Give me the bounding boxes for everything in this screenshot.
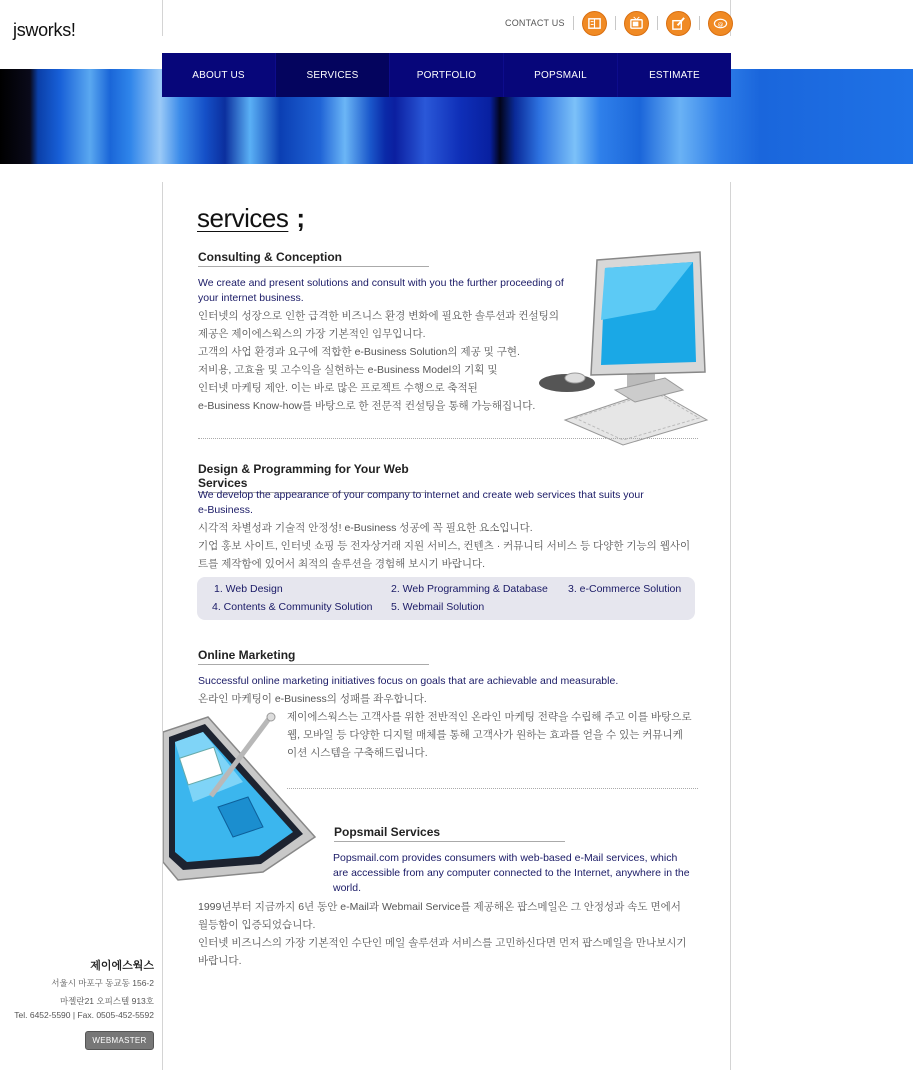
svg-text:@: @ <box>717 21 723 28</box>
page-title: services ; <box>197 203 305 233</box>
computer-illustration <box>535 250 713 448</box>
webmaster-button[interactable]: WEBMASTER <box>85 1031 154 1050</box>
consulting-en-text: We create and present solutions and consult with you the further proceeding of your internet business. <box>198 277 564 304</box>
company-name: 제이에스웍스 <box>90 960 154 972</box>
marketing-kr-text: 제이에스웍스는 고객사를 위한 전반적인 온라인 마케팅 전략을 수립해 주고 이를 바탕으로 웹, 모바일 등 다양한 디지털 매체를 통해 고객사가 원하는 효과를 얻을 수 있는 커뮤니케 이션 시스템을 구축해드립니다. <box>287 711 692 759</box>
nav-estimate[interactable]: ESTIMATE <box>649 69 700 81</box>
section-divider <box>198 438 698 439</box>
site-logo[interactable]: jsworks! <box>13 20 76 40</box>
service-item[interactable]: 1. Web Design <box>214 583 283 595</box>
marketing-kr-lead: 온라인 마케팅이 e-Business의 성패를 좌우합니다. <box>198 693 427 705</box>
divider <box>657 16 658 30</box>
content-border-right <box>730 182 731 1070</box>
content-border-left <box>162 182 163 1070</box>
top-utility-bar <box>505 9 733 37</box>
service-item[interactable]: 4. Contents & Community Solution <box>212 601 373 613</box>
design-en-text: We develop the appearance of your company to internet and create web services that suits your e-Business. <box>198 489 644 516</box>
design-kr-text: 시각적 차별성과 기술적 안정성! e-Business 성공에 꼭 필요한 요소입니다. 기업 홍보 사이트, 인터넷 쇼핑 등 전자상거래 지원 서비스, 컨텐츠 · 커뮤니티 서비스 등 다양한 기능의 웹사이 트를 제작함에 있어서 최적의 솔루션을 경험해 보시기 바랍니다. <box>198 522 691 570</box>
contact-phone-fax: Tel. 6452-5590 | Fax. 0505-452-5592 <box>14 1010 154 1020</box>
email-badge-icon[interactable] <box>708 11 733 36</box>
main-navigation <box>162 53 731 97</box>
nav-popsmail[interactable]: POPSMAIL <box>504 53 618 97</box>
nav-portfolio[interactable]: PORTFOLIO <box>390 53 504 97</box>
consulting-kr-text: 인터넷의 성장으로 인한 급격한 비즈니스 환경 변화에 필요한 솔루션과 컨설팅의 제공은 제이에스웍스의 가장 기본적인 임무입니다. 고객의 사업 환경과 요구에 적합한 e-Business Solution의 제공 및 구현. 저비용, 고효율 및 고수익을 실현하는 e-Business Model의 기획 및 인터넷 마케팅 제안. 이는 바로 많은 프로젝트 수행으로 축적된 e-Business Know-how를 바탕으로 한 전문적 컨설팅을 통해 가능해집니다. <box>198 310 559 412</box>
popsmail-kr-text: 1999년부터 지금까지 6년 동안 e-Mail과 Webmail Service를 제공해온 팝스메일은 그 안정성과 속도 면에서 월등함이 입증되었습니다. 인터넷 비즈니스의 가장 기본적인 수단인 메일 솔루션과 서비스를 고민하신다면 먼저 팝스메일을 만나보시기 바랍니다. <box>198 901 687 967</box>
tv-icon[interactable] <box>624 11 649 36</box>
section-title-marketing: Online Marketing <box>198 648 429 665</box>
nav-about-us[interactable]: ABOUT US <box>162 53 276 97</box>
nav-services[interactable]: SERVICES <box>276 53 390 97</box>
section-title-consulting: Consulting & Conception <box>198 250 429 267</box>
address-line: 서울시 마포구 동교동 156-2 <box>51 978 154 988</box>
popsmail-en-text: Popsmail.com provides consumers with web-based e-Mail services, which are accessible from any computer connected to the Internet, anywhere in the world. <box>333 852 690 894</box>
service-item[interactable]: 3. e-Commerce Solution <box>568 583 682 595</box>
book-icon[interactable] <box>582 11 607 36</box>
contact-us-link[interactable]: CONTACT US <box>505 18 565 28</box>
marketing-en-text: Successful online marketing initiatives focus on goals that are achievable and measurable. <box>198 675 619 687</box>
section-title-design: Design & Programming for Your Web Services <box>198 462 429 493</box>
address-line: 마젤란21 오피스텔 913호 <box>59 996 154 1006</box>
pen-note-icon[interactable] <box>666 11 691 36</box>
divider <box>162 0 163 36</box>
divider <box>573 16 574 30</box>
divider <box>699 16 700 30</box>
divider <box>615 16 616 30</box>
section-title-popsmail: Popsmail Services <box>334 825 565 842</box>
service-item[interactable]: 5. Webmail Solution <box>391 601 485 613</box>
section-divider <box>287 788 698 789</box>
tablet-illustration <box>163 712 318 884</box>
service-item[interactable]: 2. Web Programming & Database <box>391 583 548 595</box>
